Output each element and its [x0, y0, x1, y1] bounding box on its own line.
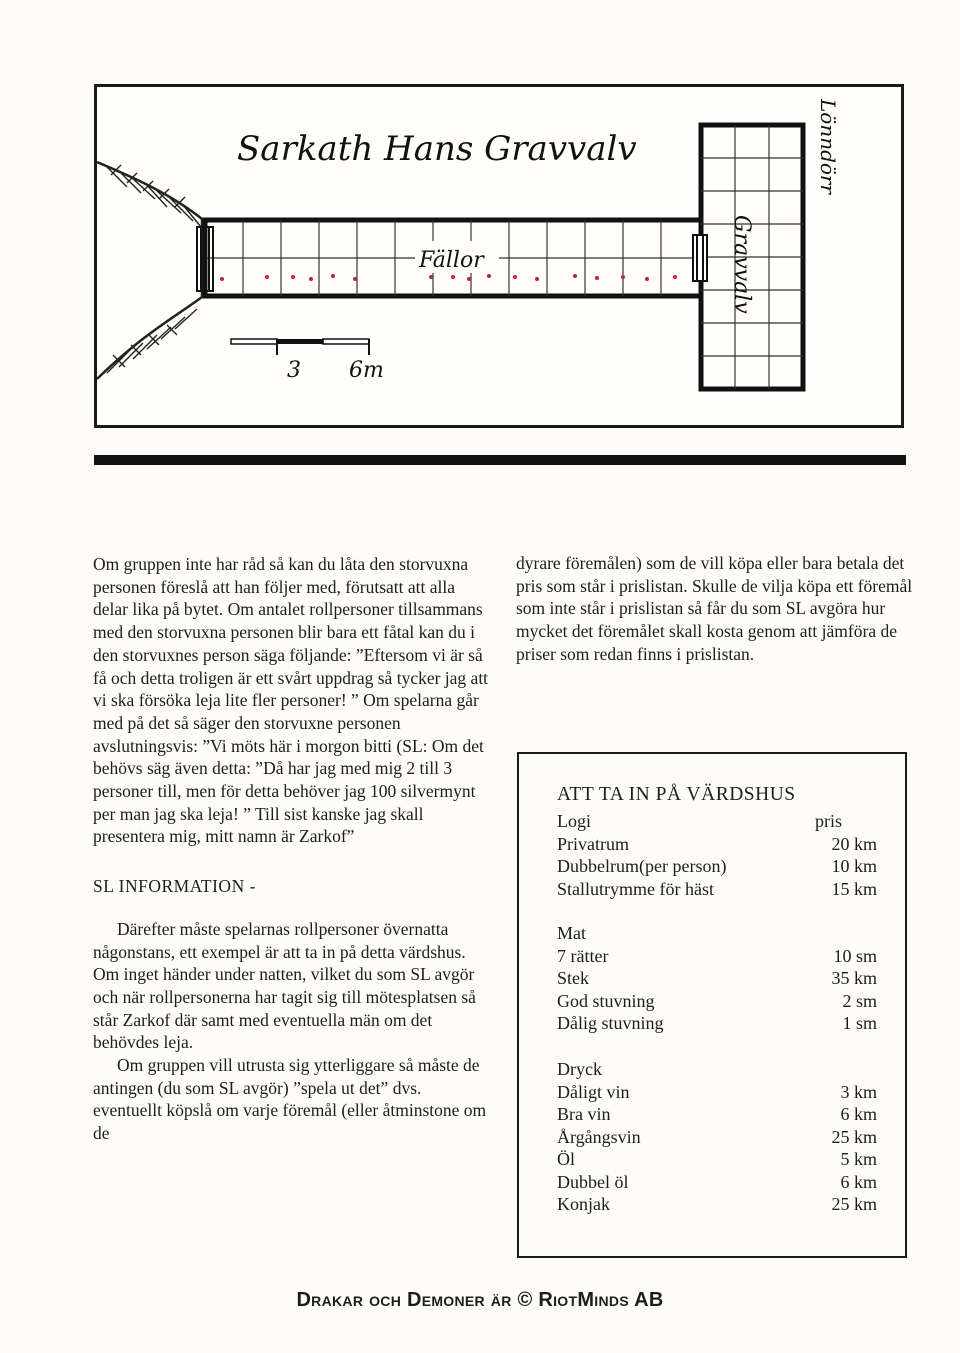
left-paragraph-1: Om gruppen inte har råd så kan du låta den storvuxna personen föreslå att han följer med, förutsatt att alla delar lika på bytet. Om antalet rollpersoner tillsammans med den storvuxna personen blir bara ett fåtal kan du i den storvuxnes person säga följande: ”Eftersom vi är så få och detta troligen är ett svårt uppdrag så tycker jag att vi ska försöka leja lite fler personer! ” Om spelarna går med på det så säger den storvuxne personen avslutningsvis: ”Vi möts här i morgon bitti (SL: Om det behövs säg även detta: ”Då har jag med mig 2 till 3 personer till, men för detta behöver jag 100 silvermynt per man jag ska leja! ” Till sist kanske jag skall presentera mig, mitt namn är Zarkof”: [93, 554, 489, 847]
item-price: 25 km: [831, 1126, 877, 1147]
item-name: Dålig stuvning: [557, 1013, 664, 1033]
scale-label-3: 3: [287, 358, 301, 383]
mat-section: [557, 922, 877, 1035]
map-title: Sarkath Hans Gravvalv: [237, 129, 637, 169]
sl-information-heading: SL INFORMATION -: [93, 876, 256, 897]
left-paragraph-2: Därefter måste spelarnas rollpersoner övernatta någonstans, ett exempel är att ta in på detta värdshus. Om inget händer under natten, vilket du som SL avgör och när rollpersonerna har tagit sig till mötesplatsen så står Zarkof där samt med eventuella män om det behövdes leja.: [93, 918, 476, 1053]
price-row: [557, 1012, 877, 1035]
entrance-gate: [197, 227, 213, 291]
item-name: 7 rätter: [557, 945, 609, 966]
dryck-heading: Dryck: [557, 1059, 602, 1079]
item-name: Dåligt vin: [557, 1081, 630, 1102]
price-row: [557, 1103, 877, 1126]
item-price: 5 km: [840, 1149, 877, 1169]
item-price: 35 km: [831, 968, 877, 988]
price-row: [557, 1126, 877, 1149]
item-name: Stek: [557, 968, 590, 988]
item-name: Öl: [557, 1149, 575, 1169]
logi-section: [557, 810, 877, 900]
trap-markers: [220, 274, 677, 281]
price-row: [557, 855, 877, 878]
item-price: 2 sm: [842, 990, 877, 1011]
dungeon-map: [94, 84, 904, 428]
dungeon-map-drawing: [97, 87, 901, 425]
item-price: 1 sm: [842, 1013, 877, 1033]
item-name: Stallutrymme för häst: [557, 878, 714, 899]
item-price: 10 km: [831, 856, 877, 876]
item-price: 20 km: [831, 833, 877, 854]
copyright-footer: Drakar och Demoner är © RiotMinds AB: [296, 1289, 664, 1311]
logi-heading: Logi: [557, 811, 591, 831]
section-divider: [94, 455, 906, 465]
item-name: God stuvning: [557, 990, 655, 1011]
item-price: 6 km: [840, 1104, 877, 1124]
secret-door-label: Lönndörr: [816, 99, 840, 195]
scale-label-6m: 6m: [349, 358, 384, 383]
price-row: [557, 833, 877, 856]
item-name: Privatrum: [557, 833, 629, 854]
price-row: [557, 1148, 877, 1171]
item-name: Bra vin: [557, 1104, 611, 1124]
right-paragraph-1: dyrare föremålen) som de vill köpa eller bara betala det pris som står i prislistan. Skulle de vilja köpa ett föremål som inte står i prislistan så får du som SL avgöra hur mycket det föremålet skall kosta genom att jämföra de priser som redan finns i prislistan.: [516, 553, 913, 664]
price-row: [557, 1171, 877, 1194]
item-price: 15 km: [831, 878, 877, 899]
cave-rock-hatching: [97, 162, 202, 379]
price-row: [557, 990, 877, 1013]
price-column-heading: pris: [815, 811, 842, 831]
mat-heading: Mat: [557, 923, 586, 943]
price-list-title: ATT TA IN PÅ VÄRDSHUS: [557, 784, 796, 805]
item-price: 6 km: [840, 1171, 877, 1192]
item-name: Dubbelrum(per person): [557, 856, 727, 876]
dryck-section: [557, 1058, 877, 1216]
right-column: [516, 552, 916, 666]
price-row: [557, 1081, 877, 1104]
left-column: [93, 553, 493, 1145]
left-paragraph-3: Om gruppen vill utrusta sig ytterliggare så måste de antingen (du som SL avgör) ”spela ut det” dvs. eventuellt köpslå om varje föremål (eller åtminstone om de: [93, 1055, 487, 1144]
item-name: Årgångsvin: [557, 1126, 641, 1147]
price-row: [557, 878, 877, 901]
price-row: [557, 1193, 877, 1216]
item-price: 25 km: [831, 1194, 877, 1214]
price-list-box: [517, 752, 907, 1258]
item-price: 10 sm: [833, 945, 877, 966]
item-price: 3 km: [840, 1081, 877, 1102]
tomb-label: Gravvalv: [729, 215, 754, 314]
tomb-door: [693, 235, 707, 281]
price-row: [557, 945, 877, 968]
price-row: [557, 967, 877, 990]
scale-bar: [231, 339, 369, 355]
item-name: Konjak: [557, 1194, 610, 1214]
item-name: Dubbel öl: [557, 1171, 629, 1192]
traps-label: Fällor: [419, 248, 484, 273]
